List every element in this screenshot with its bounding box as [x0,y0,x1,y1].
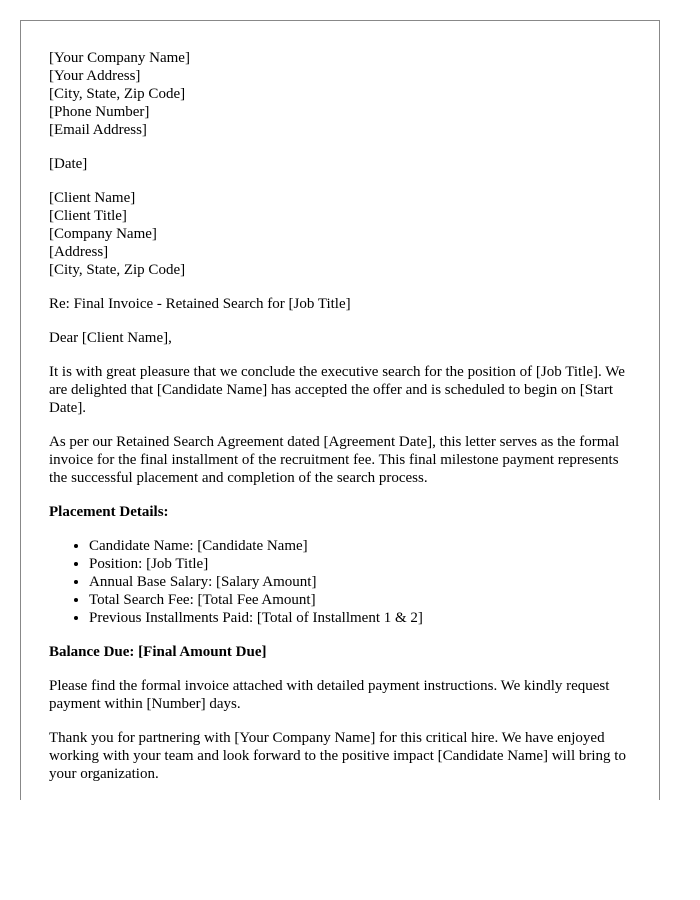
list-item: • Candidate Name: [Candidate Name] [89,537,633,555]
payment-request-paragraph: Please find the formal invoice attached with detailed payment instructions. We kindly request payment within [Number] days. [49,678,610,712]
agreement-paragraph: As per our Retained Search Agreement dated [Agreement Date], this letter serves as the formal invoice for the final installment of the recruitment fee. This final milestone payment represents the successful placement and completion of the search process. [49,434,620,486]
letter-body [49,49,633,799]
salutation: Dear [Client Name], [49,330,172,346]
recipient-address: [Address] [49,244,109,260]
sender-phone: [Phone Number] [49,104,150,120]
placement-details-list [49,537,633,627]
placement-details-heading: Placement Details: [49,504,169,520]
sender-address: [Your Address] [49,68,141,84]
list-item: • Total Search Fee: [Total Fee Amount] [89,591,633,609]
date-block [49,155,633,173]
thank-you-paragraph: Thank you for partnering with [Your Company Name] for this critical hire. We have enjoyed working with your team and look forward to the positive impact [Candidate Name] will bring to your organization. [49,730,626,782]
sender-city-state-zip: [City, State, Zip Code] [49,86,186,102]
letter-date: [Date] [49,156,88,172]
recipient-company: [Company Name] [49,226,157,242]
recipient-title: [Client Title] [49,208,127,224]
subject-line: Re: Final Invoice - Retained Search for [Job Title] [49,296,351,312]
intro-paragraph: It is with great pleasure that we conclude the executive search for the position of [Job Title]. We are delighted that [Candidate Name] has accepted the offer and is scheduled to begin on [Start Date]. [49,364,625,416]
list-item: • Annual Base Salary: [Salary Amount] [89,573,633,591]
recipient-block [49,189,633,279]
recipient-city-state-zip: [City, State, Zip Code] [49,262,186,278]
balance-due: Balance Due: [Final Amount Due] [49,644,267,660]
recipient-name: [Client Name] [49,190,136,206]
letter-page [20,20,660,800]
list-item: • Previous Installments Paid: [Total of Installment 1 & 2] [89,609,633,627]
sender-company: [Your Company Name] [49,50,190,66]
list-item: • Position: [Job Title] [89,555,633,573]
sender-block [49,49,633,139]
sender-email: [Email Address] [49,122,147,138]
